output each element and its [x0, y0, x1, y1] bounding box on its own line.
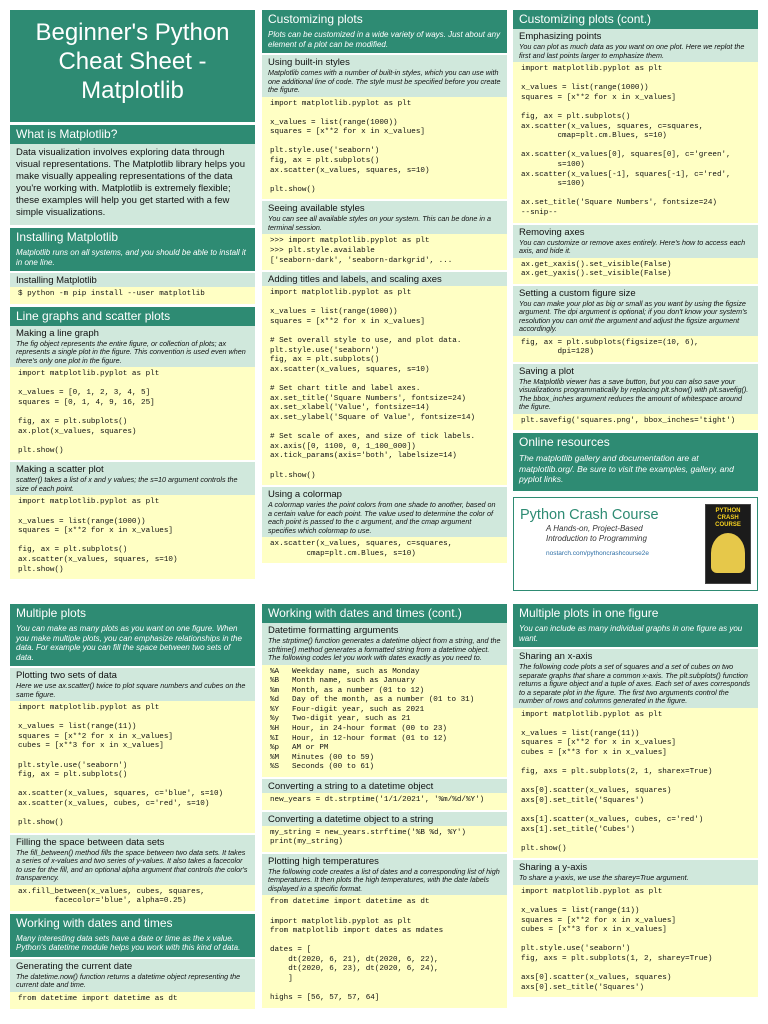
custom-code2: >>> import matplotlib.pyplot as plt >>> plt.style.available ['seaborn-dark', 'seaborn-darkgrid', ... [262, 234, 507, 270]
what-text: Data visualization involves exploring data through visual representations. The Matplotlib library helps you make visually appealing representations of the data you're working with. Matplotlib is extremely flexible; these examples will help you get started with a few simple visualizations. [10, 144, 255, 225]
multi-desc1: Here we use ax.scatter() twice to plot square numbers and cubes on the same figure. [10, 682, 255, 701]
format-row: %I Hour, in 12-hour format (01 to 12) [270, 734, 447, 743]
dates-code1: from datetime import datetime as dt [10, 992, 255, 1009]
dates-desc1: The datetime.now() function returns a datetime object representing the current date and time. [10, 973, 255, 992]
section-title-what: What is Matplotlib? [10, 125, 255, 144]
book-subtitle1: A Hands-on, Project-Based [546, 523, 643, 533]
custom2-desc4: The Matplotlib viewer has a save button, but you can also save your visualizations programmatically by replacing plt.show() with plt.savefig(). The bbox_inches argument reduces the amount of whitespace around the figure. [513, 378, 758, 414]
section-title-dates: Working with dates and times [10, 914, 255, 933]
right-column-bottom [513, 604, 758, 997]
install-sub: Installing Matplotlib [10, 273, 255, 287]
custom-sub2: Seeing available styles [262, 201, 507, 215]
custom2-sub3: Setting a custom figure size [513, 286, 758, 300]
section-title-install: Installing Matplotlib [10, 228, 255, 247]
dates2-desc1: The strptime() function generates a datetime object from a string, and the strftime() method generates a formatted string from a datetime object. The following codes let you work with dates exactly as you need to. [262, 637, 507, 665]
custom-sub3: Adding titles and labels, and scaling axes [262, 272, 507, 286]
left-column-bottom [10, 604, 255, 1009]
multi-sub1: Plotting two sets of data [10, 668, 255, 682]
dates2-sub4: Plotting high temperatures [262, 854, 507, 868]
line-desc1: The fig object represents the entire figure, or collection of plots; ax represents a single plot in the figure. This convention is used even when there's only one plot in the figure. [10, 340, 255, 368]
onefig-code2: import matplotlib.pyplot as plt x_values = list(range(11)) squares = [x**2 for x in x_values] cubes = [x**3 for x in x_values] plt.style.use('seaborn') fig, axs = plt.subplots(1, 2, sharey=True) axs[0].scatter(x_values, squares) axs[0].set_title('Squares') [513, 885, 758, 998]
onefig-sub1: Sharing an x-axis [513, 649, 758, 663]
multi-intro: You can make as many plots as you want on one figure. When you make multiple plots, you can emphasize relationships in the data. For example you can fill the space between two sets of data. [10, 623, 255, 666]
dates-intro: Many interesting data sets have a date or time as the x value. Python's datetime module helps you work with this kind of data. [10, 933, 255, 957]
custom-desc1: Matplotlib comes with a number of built-in styles, which you can use with one additional line of code. The style must be specified before you create the figure. [262, 69, 507, 97]
middle-column-top [262, 10, 507, 563]
book-subtitle2: Introduction to Programming [546, 533, 647, 543]
book-cover-title: PYTHON CRASH COURSE [715, 507, 741, 528]
dates2-code3: my_string = new_years.strftime('%B %d, %Y') print(my_string) [262, 826, 507, 852]
book-cover-image [705, 504, 751, 584]
line-code2: import matplotlib.pyplot as plt x_values = list(range(1000)) squares = [x**2 for x in x_values] fig, ax = plt.subplots() ax.scatter(x_values, squares, s=10) plt.show() [10, 495, 255, 579]
middle-column-bottom [262, 604, 507, 1008]
online-text: The matplotlib gallery and documentation are at matplotlib.org/. Be sure to visit the examples, gallery, and pyplot links. [513, 452, 758, 491]
custom-desc4: A colormap varies the point colors from one shade to another, based on a certain value for each point. The value used to determine the color of each point is passed to the c argument, and the cmap argument specifies which colormap to use. [262, 501, 507, 537]
format-row: %y Two-digit year, such as 21 [270, 715, 411, 724]
section-title-dates2: Working with dates and times (cont.) [262, 604, 507, 623]
onefig-sub2: Sharing a y-axis [513, 860, 758, 874]
custom2-code1: import matplotlib.pyplot as plt x_values = list(range(1000)) squares = [x**2 for x in x_values] fig, ax = plt.subplots() ax.scatter(x_values, squares, c=squares, cmap=plt.cm.Blues, s=10) ax.scatter(x_values[0], squares[0], c='green', s=100) ax.scatter(x_values[-1], squares[-1], c='red', s=100) ax.set_title('Square Numbers', fontsize=24) --snip-- [513, 62, 758, 223]
onefig-desc1: The following code plots a set of squares and a set of cubes on two separate graphs that share a common x-axis. The plt.subplots() function returns a figure object and a tuple of axes. Each set of axes corresponds to a separate plot in the figure. The first two arguments control the number of rows and columns generated in the figure. [513, 663, 758, 708]
line-code1: import matplotlib.pyplot as plt x_values = [0, 1, 2, 3, 4, 5] squares = [0, 1, 4, 9, 16, 25] fig, ax = plt.subplots() ax.plot(x_values, squares) plt.show() [10, 367, 255, 460]
custom-code1: import matplotlib.pyplot as plt x_values = list(range(1000)) squares = [x**2 for x in x_values] plt.style.use('seaborn') fig, ax = plt.subplots() ax.scatter(x_values, squares, s=10) plt.show() [262, 97, 507, 200]
line-sub1: Making a line graph [10, 326, 255, 340]
custom2-code3: fig, ax = plt.subplots(figsize=(10, 6), dpi=128) [513, 336, 758, 362]
onefig-code1: import matplotlib.pyplot as plt x_values = list(range(11)) squares = [x**2 for x in x_values] cubes = [x**3 for x in x_values] fig, axs = plt.subplots(2, 1, sharex=True) axs[0].scatter(x_values, squares) axs[0].set_title('Squares') axs[1].scatter(x_values, cubes, c='red') axs[1].set_title('Cubes') plt.show() [513, 708, 758, 859]
custom-code3: import matplotlib.pyplot as plt x_values = list(range(1000)) squares = [x**2 for x in x_values] # Set overall style to use, and plot data. plt.style.use('seaborn') fig, ax = plt.subplots() ax.scatter(x_values, squares, s=10) # Set chart title and label axes. ax.set_title('Square Numbers', fontsize=24) ax.set_xlabel('Value', fontsize=14) ax.set_ylabel('Square of Value', fontsize=14) # Set scale of axes, and size of tick labels. ax.axis([0, 1100, 0, 1_100_000]) ax.tick_params(axis='both', labelsize=14) plt.show() [262, 286, 507, 485]
cheat-sheet-title: Beginner's Python Cheat Sheet - Matplotlib [10, 10, 255, 122]
onefig-desc2: To share a y-axis, we use the sharey=True argument. [513, 874, 758, 885]
dates-sub1: Generating the current date [10, 959, 255, 973]
custom2-code2: ax.get_xaxis().set_visible(False) ax.get_yaxis().set_visible(False) [513, 258, 758, 284]
format-row: %B Month name, such as January [270, 677, 416, 686]
line-desc2: scatter() takes a list of x and y values; the s=10 argument controls the size of each point. [10, 476, 255, 495]
install-intro: Matplotlib runs on all systems, and you should be able to install it in one line. [10, 247, 255, 271]
dates2-code2: new_years = dt.strptime('1/1/2021', '%m/%d/%Y') [262, 793, 507, 810]
custom-code4: ax.scatter(x_values, squares, c=squares, cmap=plt.cm.Blues, s=10) [262, 537, 507, 563]
custom-sub4: Using a colormap [262, 487, 507, 501]
dates2-code4: from datetime import datetime as dt import matplotlib.pyplot as plt from matplotlib import dates as mdates dates = [ dt(2020, 6, 21), dt(2020, 6, 22), dt(2020, 6, 23), dt(2020, 6, 24), ] highs = [56, 57, 57, 64] [262, 895, 507, 1008]
multi-code2: ax.fill_between(x_values, cubes, squares, facecolor='blue', alpha=0.25) [10, 885, 255, 911]
custom2-sub1: Emphasizing points [513, 29, 758, 43]
format-row: %M Minutes (00 to 59) [270, 753, 375, 762]
custom2-desc1: You can plot as much data as you want on one plot. Here we replot the first and last points larger to emphasize them. [513, 43, 758, 62]
datetime-format-table [262, 665, 507, 778]
section-title-custom: Customizing plots [262, 10, 507, 29]
book-url[interactable]: nostarch.com/pythoncrashcourse2e [546, 549, 649, 557]
custom2-desc2: You can customize or remove axes entirely. Here's how to access each axis, and hide it. [513, 239, 758, 258]
onefig-intro: You can include as many individual graphs in one figure as you want. [513, 623, 758, 647]
dates2-desc4: The following code creates a list of dates and a corresponding list of high temperatures. It then plots the high temperatures, with the date labels displayed in a specific format. [262, 868, 507, 896]
dates2-sub2: Converting a string to a datetime object [262, 779, 507, 793]
section-title-online: Online resources [513, 433, 758, 452]
multi-code1: import matplotlib.pyplot as plt x_values = list(range(11)) squares = [x**2 for x in x_values] cubes = [x**3 for x in x_values] plt.style.use('seaborn') fig, ax = plt.subplots() ax.scatter(x_values, squares, c='blue', s=10) ax.scatter(x_values, cubes, c='red', s=10) plt.show() [10, 701, 255, 833]
format-row: %Y Four-digit year, such as 2021 [270, 705, 425, 714]
format-row: %H Hour, in 24-hour format (00 to 23) [270, 725, 447, 734]
book-title: Python Crash Course [520, 506, 659, 523]
custom2-sub4: Saving a plot [513, 364, 758, 378]
format-row: %d Day of the month, as a number (01 to 31) [270, 696, 475, 705]
left-column-top [10, 10, 255, 579]
section-title-multi: Multiple plots [10, 604, 255, 623]
book-cover-art [711, 533, 745, 573]
format-row: %A Weekday name, such as Monday [270, 667, 420, 676]
custom2-code4: plt.savefig('squares.png', bbox_inches='tight') [513, 414, 758, 431]
multi-desc2: The fill_between() method fills the space between two data sets. It takes a series of x-values and two series of y-values. It also takes a facecolor to use for the fill, and an optional alpha argument that controls the color's transparency. [10, 849, 255, 885]
format-row: %m Month, as a number (01 to 12) [270, 686, 425, 695]
section-title-line: Line graphs and scatter plots [10, 307, 255, 326]
format-row: %S Seconds (00 to 61) [270, 763, 375, 772]
dates2-sub3: Converting a datetime object to a string [262, 812, 507, 826]
book-ad[interactable] [513, 497, 758, 591]
section-title-onefig: Multiple plots in one figure [513, 604, 758, 623]
custom-desc2: You can see all available styles on your system. This can be done in a terminal session. [262, 215, 507, 234]
multi-sub2: Filling the space between data sets [10, 835, 255, 849]
section-title-custom2: Customizing plots (cont.) [513, 10, 758, 29]
right-column-top [513, 10, 758, 591]
custom-intro: Plots can be customized in a wide variety of ways. Just about any element of a plot can be modified. [262, 29, 507, 53]
install-code: $ python -m pip install --user matplotlib [10, 287, 255, 304]
custom2-desc3: You can make your plot as big or small as you want by using the figsize argument. The dpi argument is optional; if you don't know your system's resolution you can omit the argument and adjust the figsize argument accordingly. [513, 300, 758, 336]
format-row: %p AM or PM [270, 744, 329, 753]
dates2-sub1: Datetime formatting arguments [262, 623, 507, 637]
line-sub2: Making a scatter plot [10, 462, 255, 476]
custom-sub1: Using built-in styles [262, 55, 507, 69]
custom2-sub2: Removing axes [513, 225, 758, 239]
